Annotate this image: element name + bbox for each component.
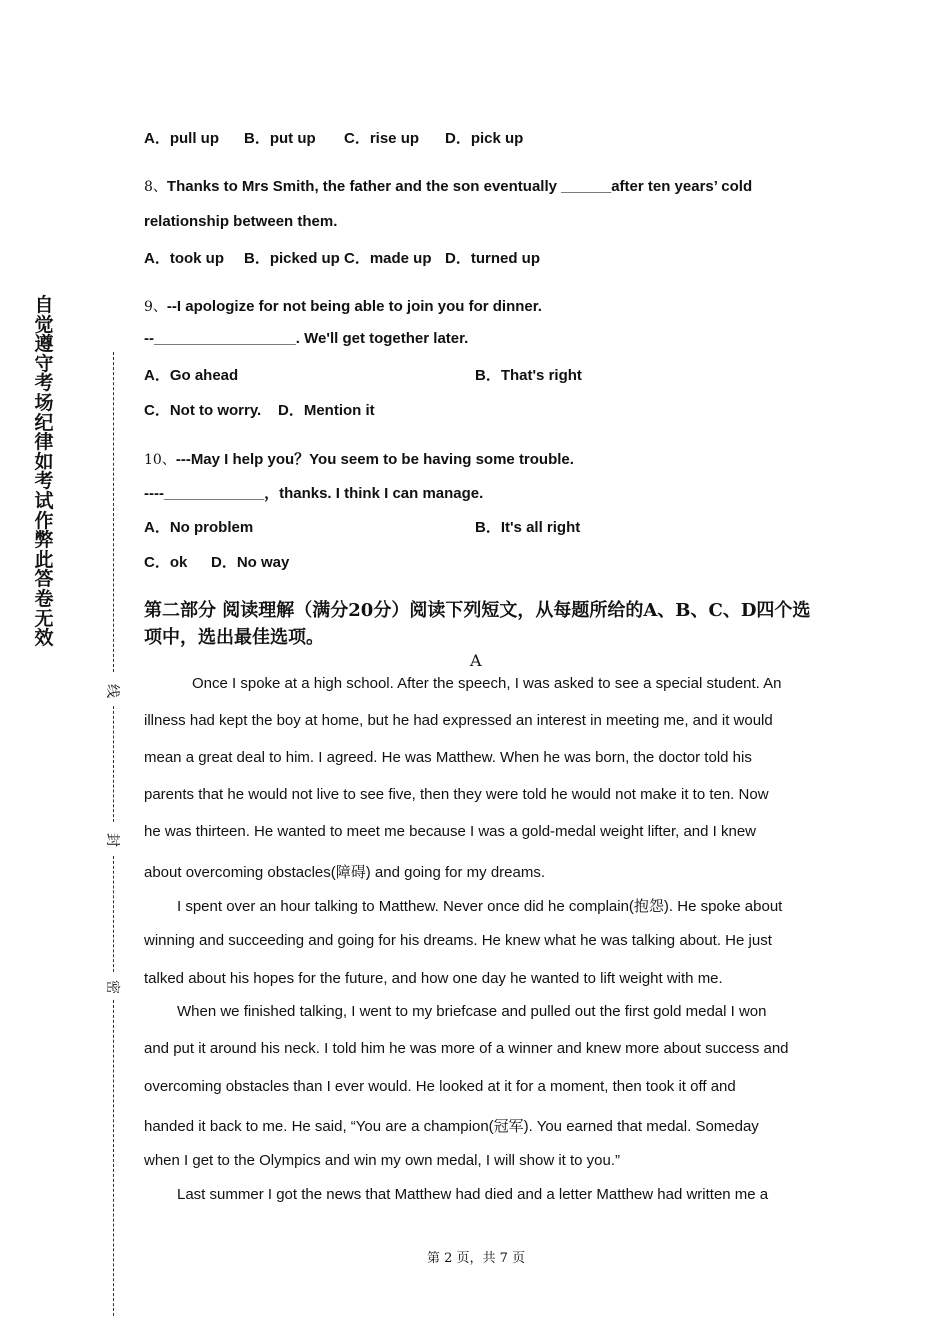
q9-option-d: D．Mention it [278, 402, 375, 419]
q8-option-a: A．took up [144, 250, 224, 267]
q10-stem-continued: ----____________，thanks. I think I can manage. [144, 485, 484, 502]
q8-stem [144, 176, 752, 196]
q8-option-d: D．turned up [445, 250, 540, 267]
q9-option-c: C．Not to worry. [144, 402, 262, 419]
q9-stem-continued: --_________________. We'll get together later. [144, 330, 469, 347]
passage-line: and put it around his neck. I told him he was more of a winner and knew more about success and [144, 1040, 789, 1057]
q10-option-c: C．ok [144, 554, 188, 571]
q8-option-b: B．picked up [244, 250, 340, 267]
binding-char-line: 线 [104, 684, 120, 698]
q7-option-b: B．put up [244, 130, 316, 147]
passage-line: overcoming obstacles than I ever would. He looked at it for a moment, then took it off and [144, 1078, 736, 1095]
binding-dashed-line [113, 856, 114, 972]
q8-option-c: C．made up [344, 250, 432, 267]
q9-option-b: B．That's right [475, 367, 582, 384]
passage-line: about overcoming obstacles(障碍) and going for my dreams. [144, 864, 546, 881]
passage-label: A [470, 651, 482, 670]
passage-line: Once I spoke at a high school. After the speech, I was asked to see a special student. An [192, 675, 782, 692]
q10-option-b: B．It's all right [475, 519, 581, 536]
passage-line: parents that he would not live to see five, then they were told he would not make it to ten. Now [144, 786, 769, 803]
q9-stem-text: --I apologize for not being able to join you for dinner. [166, 298, 542, 315]
page-footer: 第 2 页，共 7 页 [427, 1251, 526, 1266]
passage-line: when I get to the Olympics and win my own medal, I will show it to you.” [144, 1152, 621, 1169]
passage-line: handed it back to me. He said, “You are a champion(冠军). You earned that medal. Someday [144, 1118, 759, 1135]
q10-option-a: A．No problem [144, 519, 254, 536]
section-2-heading: 第二部分 阅读理解（满分20分）阅读下列短文，从每题所给的A、B、C、D四个选项中，选出最佳选项。 [144, 600, 811, 648]
q9-number: 9、 [144, 299, 167, 315]
passage-line: Last summer I got the news that Matthew had died and a letter Matthew had written me a [177, 1186, 769, 1203]
binding-char-secret: 密 [104, 980, 120, 994]
q9-option-a: A．Go ahead [144, 367, 239, 384]
passage-line: When we finished talking, I went to my briefcase and pulled out the first gold medal I won [177, 1003, 767, 1020]
q10-option-d: D．No way [211, 554, 290, 571]
q8-stem-text: Thanks to Mrs Smith, the father and the son eventually ______after ten years’ cold [166, 178, 753, 195]
binding-dashed-line [113, 352, 114, 672]
q7-option-c: C．rise up [344, 130, 420, 147]
q7-option-a: A．pull up [144, 130, 219, 147]
q10-number: 10、 [144, 452, 176, 468]
binding-char-seal: 封 [104, 833, 120, 847]
exam-discipline-notice: 自觉遵守考场纪律如考试作弊此答卷无效 [34, 294, 54, 650]
binding-dashed-line [113, 706, 114, 822]
q10-stem-text: ---May I help you？You seem to be having some trouble. [175, 451, 574, 468]
q7-option-d: D．pick up [445, 130, 524, 147]
q9-stem [144, 296, 542, 316]
q8-number: 8、 [144, 179, 167, 195]
passage-line: illness had kept the boy at home, but he had expressed an interest in meeting me, and it would [144, 712, 773, 729]
passage-line: I spent over an hour talking to Matthew. Never once did he complain(抱怨). He spoke about [177, 898, 783, 915]
passage-line: talked about his hopes for the future, and how one day he wanted to lift weight with me. [144, 970, 723, 987]
binding-dashed-line [113, 1000, 114, 1316]
q8-stem-continued: relationship between them. [144, 213, 338, 230]
passage-line: winning and succeeding and going for his dreams. He knew what he was talking about. He just [144, 932, 772, 949]
q10-stem [144, 448, 574, 469]
passage-line: mean a great deal to him. I agreed. He was Matthew. When he was born, the doctor told his [144, 749, 752, 766]
passage-line: he was thirteen. He wanted to meet me because I was a gold-medal weight lifter, and I knew [144, 823, 756, 840]
